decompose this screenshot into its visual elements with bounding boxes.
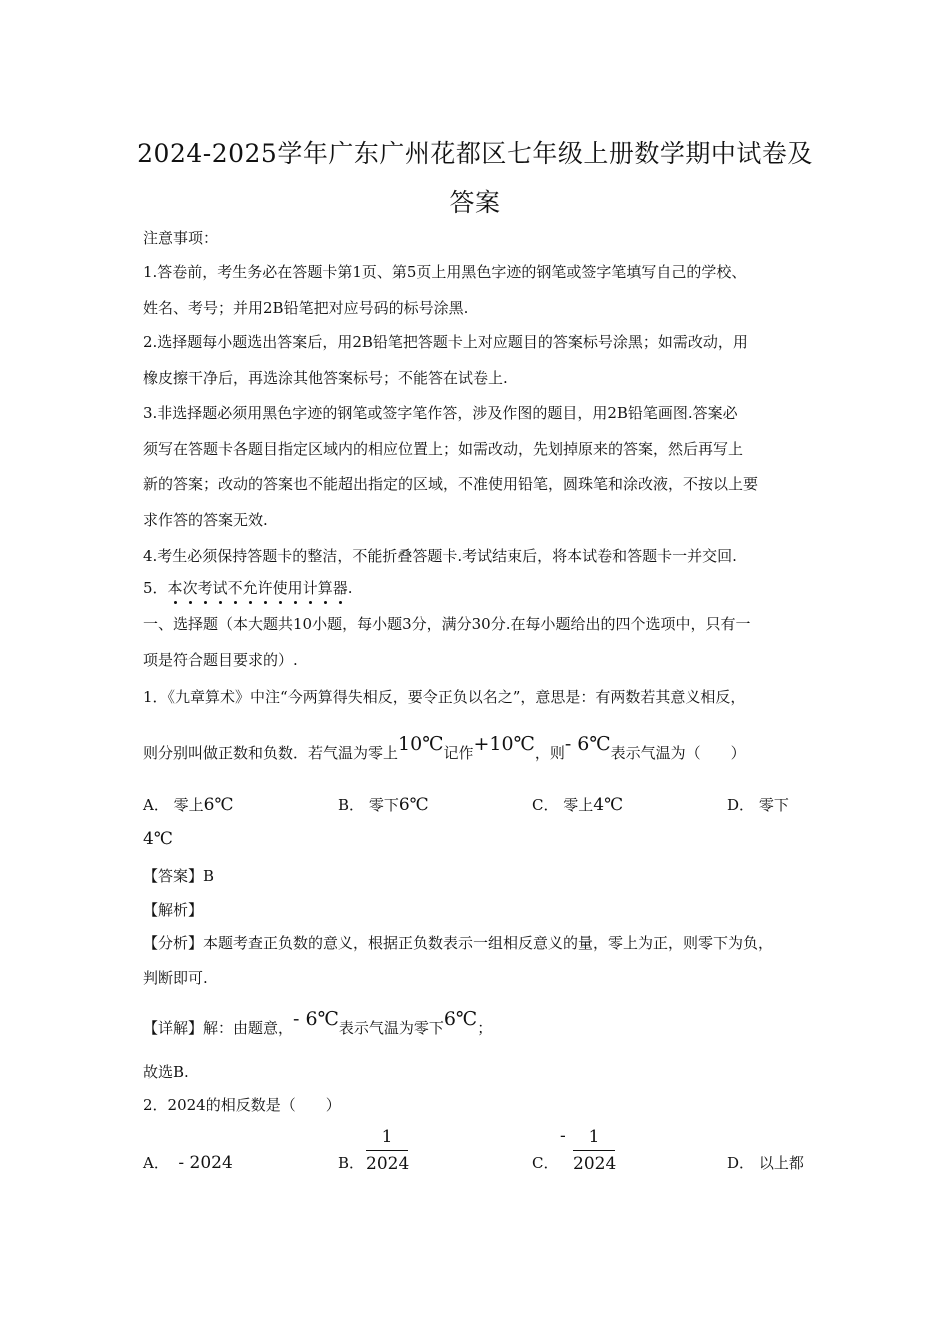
q1-analysis-heading: 【解析】 xyxy=(143,901,204,919)
q1-option-a: A． 零上6℃ xyxy=(143,795,234,815)
notice-item-5-emphasis xyxy=(168,579,348,597)
notice-item-5: 5．本次考试不允许使用计算器. xyxy=(143,579,353,597)
q1-analysis-line-1: 【分析】本题考查正负数的意义，根据正负数表示一组相反意义的量，零上为正，则零下为负， xyxy=(143,934,774,952)
notice-heading: 注意事项： xyxy=(143,229,219,247)
exam-title-line-2: 答案 xyxy=(449,188,501,217)
notice-line: 须写在答题卡各题目指定区域内的相应位置上；如需改动，先划掉原来的答案，然后再写上 xyxy=(143,440,744,458)
q1-analysis-line-2: 判断即可. xyxy=(143,969,208,987)
q1-detail: 【详解】解：由题意，- 6℃表示气温为零下6℃； xyxy=(143,1008,493,1037)
exam-title-line-1: 2024-2025学年广东广州花都区七年级上册数学期中试卷及 xyxy=(137,139,813,168)
section-heading-line-2: 项是符合题目要求的）. xyxy=(143,651,298,669)
emphasis-char: 允 xyxy=(242,579,258,597)
q2-option-a: A． - 2024 xyxy=(143,1153,233,1173)
notice-line: 橡皮擦干净后，再选涂其他答案标号；不能答在试卷上. xyxy=(143,369,508,387)
notice-item-5-prefix: 5． xyxy=(143,579,168,597)
q1-math-minus6: - 6℃ xyxy=(564,733,611,755)
notice-line: 4.考生必须保持答题卡的整洁，不能折叠答题卡.考试结束后，将本试卷和答题卡一并交回. xyxy=(143,547,737,565)
q2-option-c-fraction: 1 2024 xyxy=(573,1127,617,1174)
emphasis-char: 次 xyxy=(182,579,198,597)
q2-option-b-fraction: 1 2024 xyxy=(366,1127,410,1174)
q1-option-c: C． 零上4℃ xyxy=(532,795,624,815)
notice-line: 1.答卷前，考生务必在答题卡第1页、第5页上用黑色字迹的钢笔或签字笔填写自己的学校、 xyxy=(143,263,747,281)
emphasis-char: 许 xyxy=(257,579,273,597)
emphasis-char: 本 xyxy=(167,579,183,597)
q1-answer: 【答案】B xyxy=(143,867,215,885)
q2-stem: 2．2024的相反数是（ ） xyxy=(143,1096,341,1114)
emphasis-char: 算 xyxy=(317,579,333,597)
q1-conclusion: 故选B. xyxy=(143,1063,189,1081)
q2-option-c-sign: - xyxy=(560,1126,566,1146)
q1-stem-line-2: 则分别叫做正数和负数．若气温为零上10℃记作+10℃，则- 6℃表示气温为（ ） xyxy=(143,733,746,762)
emphasis-char: 用 xyxy=(287,579,303,597)
notice-line: 2.选择题每小题选出答案后，用2B铅笔把答题卡上对应题目的答案标号涂黑；如需改动，用 xyxy=(143,333,748,351)
q1-math-plus10-signed: +10℃ xyxy=(473,733,535,755)
q1-stem-line-1: 1．《九章算术》中注“今两算得失相反，要令正负以名之”，意思是：有两数若其意义相反， xyxy=(143,688,746,706)
emphasis-char: 不 xyxy=(227,579,243,597)
notice-line: 3.非选择题必须用黑色字迹的钢笔或签字笔作答，涉及作图的题目，用2B铅笔画图.答案必 xyxy=(143,404,738,422)
q2-option-d: D． 以上都 xyxy=(727,1154,804,1172)
notice-line: 姓名、考号；并用2B铅笔把对应号码的标号涂黑. xyxy=(143,299,469,317)
emphasis-char: 使 xyxy=(272,579,288,597)
q1-option-d: D． 零下 xyxy=(727,796,789,814)
q1-option-d-continued: 4℃ xyxy=(143,829,173,849)
q1-option-b: B． 零下6℃ xyxy=(338,795,429,815)
q2-option-b-label: B． xyxy=(338,1154,365,1172)
section-heading-line-1: 一、选择题（本大题共10小题，每小题3分，满分30分.在每小题给出的四个选项中，只有一 xyxy=(143,615,751,633)
emphasis-char: 考 xyxy=(197,579,213,597)
notice-line: 求作答的答案无效. xyxy=(143,511,268,529)
emphasis-char: 器 xyxy=(332,579,348,597)
emphasis-char: 计 xyxy=(302,579,318,597)
emphasis-char: 试 xyxy=(212,579,228,597)
q1-math-plus10: 10℃ xyxy=(398,733,444,755)
notice-line: 新的答案；改动的答案也不能超出指定的区域，不准使用铅笔，圆珠笔和涂改液，不按以上要 xyxy=(143,475,759,493)
q2-option-c-label: C． xyxy=(532,1154,559,1172)
